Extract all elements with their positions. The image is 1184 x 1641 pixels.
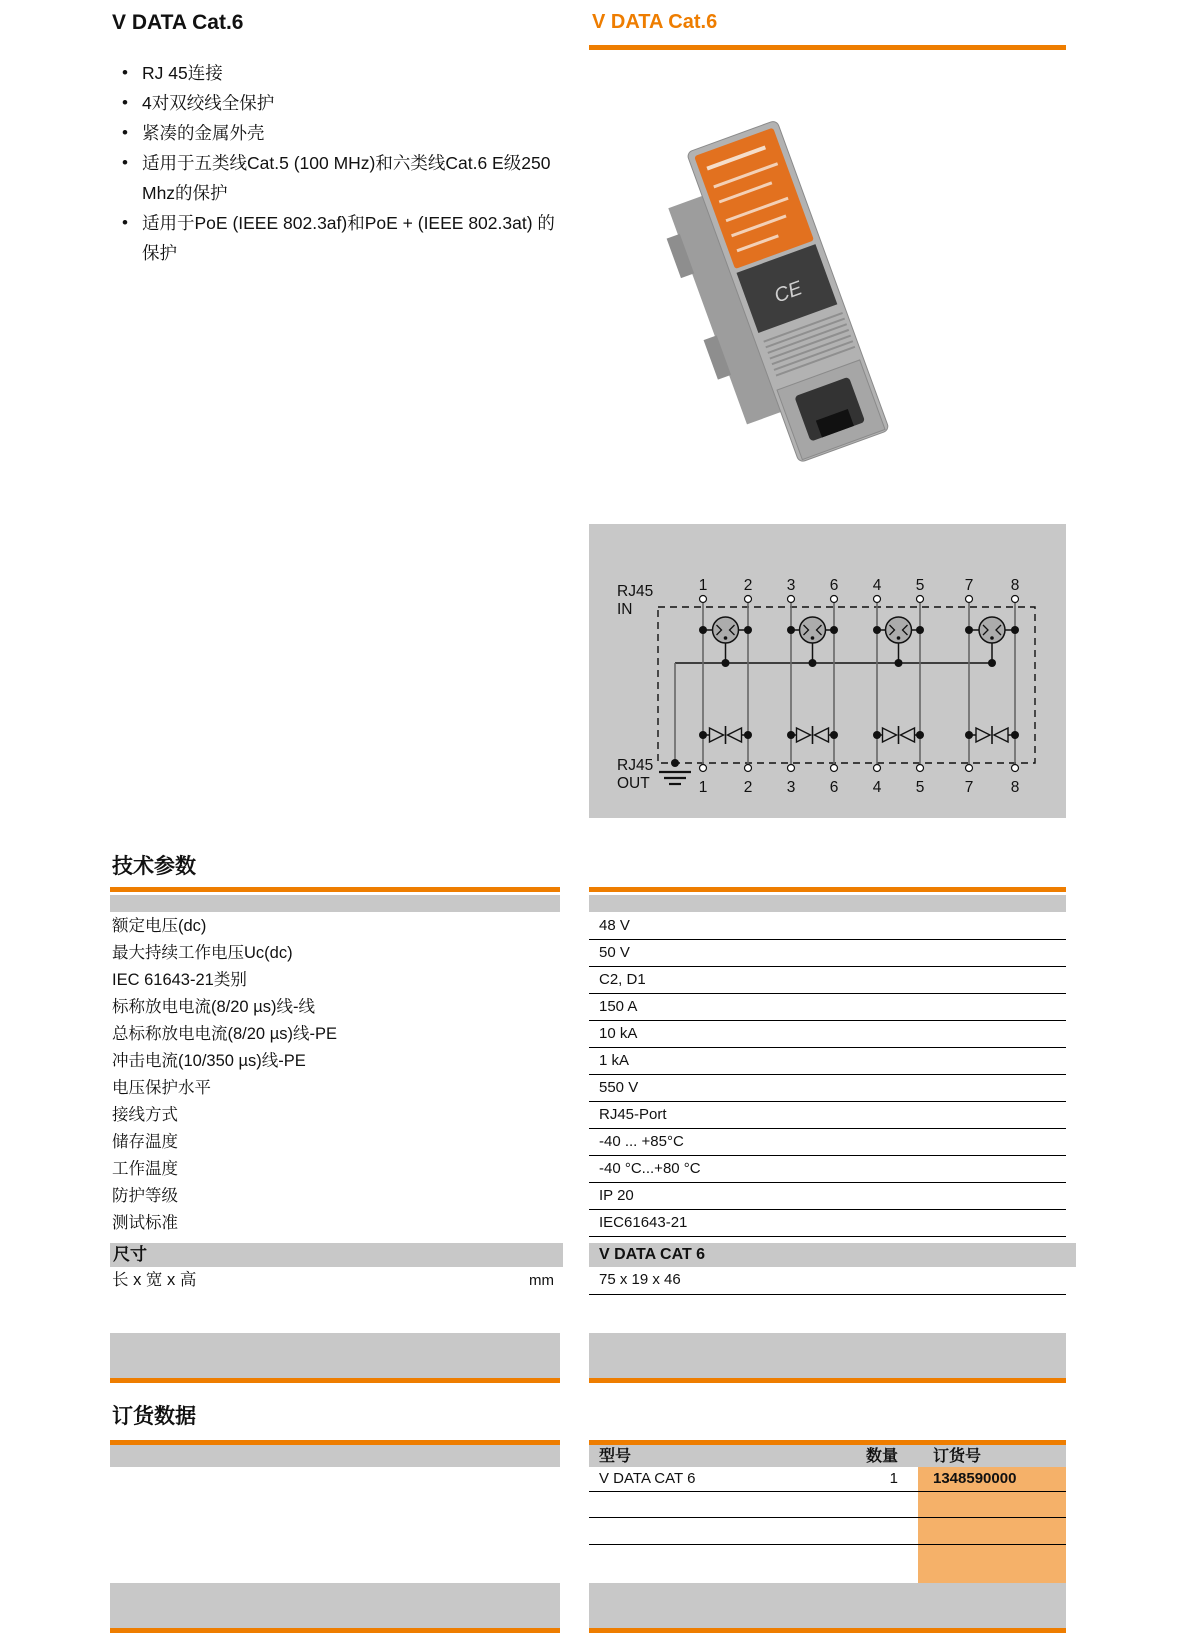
- tvs-diode-symbol: [994, 728, 1008, 742]
- gdt-earth-electrode: [724, 636, 728, 640]
- feature-bullet: • 紧凑的金属外壳: [120, 118, 556, 148]
- pin-terminal-out: [700, 765, 707, 772]
- order-no-cell: [918, 1545, 1066, 1583]
- junction-dot: [787, 731, 795, 739]
- ce-mark: CE: [771, 277, 806, 308]
- pin-number-out: 3: [786, 779, 796, 796]
- dimensions-value: 75 x 19 x 46: [589, 1267, 1066, 1295]
- junction-dot: [965, 731, 973, 739]
- pin-number-out: 5: [915, 779, 925, 796]
- tech-spec-value: 10 kA: [589, 1021, 1066, 1048]
- section-end-bar-right: [589, 1333, 1066, 1383]
- order-table: [589, 1445, 1066, 1583]
- order-no-cell: 1348590000: [918, 1467, 1066, 1491]
- junction-dot: [873, 626, 881, 634]
- tech-spec-value: RJ45-Port: [589, 1102, 1066, 1129]
- tech-spec-value: -40 ... +85°C: [589, 1129, 1066, 1156]
- pin-number-in: 7: [964, 577, 974, 594]
- tech-spec-labels: [110, 913, 560, 1237]
- pin-number-in: 5: [915, 577, 925, 594]
- section-end-bar-left: [110, 1333, 560, 1383]
- order-table-row: [589, 1545, 1066, 1583]
- junction-dot: [722, 659, 730, 667]
- gdt-earth-electrode: [897, 636, 901, 640]
- pin-number-out: 4: [872, 779, 882, 796]
- tvs-diode-symbol: [883, 728, 897, 742]
- order-table-body: [589, 1467, 1066, 1583]
- tvs-diode-symbol: [710, 728, 724, 742]
- junction-dot: [671, 759, 679, 767]
- tech-spec-value: 48 V: [589, 913, 1066, 940]
- junction-dot: [916, 626, 924, 634]
- tvs-diode-symbol: [728, 728, 742, 742]
- order-qty-cell: [808, 1545, 918, 1583]
- feature-bullet: • 适用于PoE (IEEE 802.3af)和PoE + (IEEE 802.3at) 的保护: [120, 208, 556, 268]
- col-header-order-no: 订货号: [933, 1448, 982, 1465]
- junction-dot: [787, 626, 795, 634]
- product-photo-svg: [630, 112, 950, 492]
- junction-dot: [895, 659, 903, 667]
- tech-spec-value: IP 20: [589, 1183, 1066, 1210]
- pin-number-out: 8: [1010, 779, 1020, 796]
- feature-bullet: • 适用于五类线Cat.5 (100 MHz)和六类线Cat.6 E级250 Mhz的保护: [120, 148, 556, 208]
- page-footer-bar-left: [110, 1583, 560, 1633]
- tech-spec-value: -40 °C...+80 °C: [589, 1156, 1066, 1183]
- pin-terminal-out: [917, 765, 924, 772]
- rj45-in-label: RJ45: [617, 583, 654, 600]
- junction-dot: [916, 731, 924, 739]
- feature-bullet: • RJ 45连接: [120, 58, 556, 88]
- ordering-heading: 订货数据: [112, 1405, 196, 1428]
- dimensions-heading: 尺寸: [110, 1243, 563, 1267]
- tech-spec-label: 额定电压(dc): [112, 917, 207, 935]
- tech-spec-label: 冲击电流(10/350 µs)线-PE: [112, 1052, 306, 1070]
- tech-spec-value: IEC61643-21: [589, 1210, 1066, 1237]
- order-no-cell: [918, 1518, 1066, 1544]
- tech-spec-label: 接线方式: [112, 1106, 178, 1124]
- tech-header-bar-right: [589, 895, 1066, 912]
- order-model-cell: [589, 1492, 808, 1517]
- tech-spec-label: 总标称放电电流(8/20 µs)线-PE: [112, 1025, 337, 1043]
- pin-terminal-in: [788, 596, 795, 603]
- product-title: V DATA Cat.6: [592, 11, 718, 33]
- gdt-earth-electrode: [811, 636, 815, 640]
- rj45-out-label: RJ45: [617, 757, 654, 774]
- tvs-diode-symbol: [815, 728, 829, 742]
- pin-number-in: 2: [743, 577, 753, 594]
- tech-spec-value: 150 A: [589, 994, 1066, 1021]
- tech-spec-value: C2, D1: [589, 967, 1066, 994]
- pin-terminal-out: [874, 765, 881, 772]
- pin-number-in: 6: [829, 577, 839, 594]
- junction-dot: [1011, 731, 1019, 739]
- junction-dot: [699, 731, 707, 739]
- pin-terminal-in: [1012, 596, 1019, 603]
- pin-terminal-out: [1012, 765, 1019, 772]
- dimensions-unit: mm: [529, 1272, 554, 1289]
- junction-dot: [873, 731, 881, 739]
- pin-terminal-in: [700, 596, 707, 603]
- pin-terminal-in: [917, 596, 924, 603]
- product-title-rule: [589, 45, 1066, 50]
- col-header-qty: 数量: [865, 1448, 898, 1465]
- ordering-bar-left: [110, 1445, 560, 1467]
- pin-terminal-out: [831, 765, 838, 772]
- junction-dot: [809, 659, 817, 667]
- rj45-out-label2: OUT: [617, 775, 650, 792]
- junction-dot: [1011, 626, 1019, 634]
- tech-spec-label: 防护等级: [112, 1187, 178, 1205]
- order-qty-cell: [808, 1518, 918, 1544]
- tech-spec-value: 550 V: [589, 1075, 1066, 1102]
- tech-spec-values: [589, 913, 1066, 1237]
- pin-number-out: 1: [698, 779, 708, 796]
- tech-spec-value: 50 V: [589, 940, 1066, 967]
- dimensions-label: 长 x 宽 x 高: [112, 1271, 197, 1289]
- order-model-cell: V DATA CAT 6: [599, 1470, 696, 1487]
- page-title: V DATA Cat.6: [112, 11, 244, 34]
- tech-heading: 技术参数: [112, 855, 196, 878]
- order-table-header: [589, 1445, 1066, 1467]
- junction-dot: [965, 626, 973, 634]
- order-qty-cell: [808, 1492, 918, 1517]
- page-footer-bar-right: [589, 1583, 1066, 1633]
- tech-spec-label: 电压保护水平: [112, 1079, 211, 1097]
- tech-rule-right: [589, 887, 1066, 892]
- pin-number-out: 6: [829, 779, 839, 796]
- junction-dot: [744, 731, 752, 739]
- order-model-cell: [589, 1545, 808, 1583]
- pin-number-out: 7: [964, 779, 974, 796]
- circuit-diagram: [589, 524, 1066, 818]
- order-table-row: [589, 1518, 1066, 1545]
- junction-dot: [988, 659, 996, 667]
- junction-dot: [744, 626, 752, 634]
- pin-terminal-in: [966, 596, 973, 603]
- rj45-in-label2: IN: [617, 601, 633, 618]
- tech-spec-label: 储存温度: [112, 1133, 178, 1151]
- feature-list: [120, 58, 556, 268]
- tech-heading-rule: [110, 887, 560, 892]
- order-no-cell: [918, 1492, 1066, 1517]
- tech-spec-label: 最大持续工作电压Uc(dc): [112, 944, 293, 962]
- pin-terminal-in: [831, 596, 838, 603]
- pin-number-in: 1: [698, 577, 708, 594]
- tech-spec-label: 标称放电电流(8/20 µs)线-线: [112, 998, 315, 1016]
- pin-terminal-out: [745, 765, 752, 772]
- tech-spec-label: 测试标准: [112, 1214, 178, 1232]
- order-qty-cell: 1: [889, 1470, 898, 1487]
- order-model-cell: [589, 1518, 808, 1544]
- junction-dot: [699, 626, 707, 634]
- gdt-earth-electrode: [990, 636, 994, 640]
- tech-header-bar-left: [110, 895, 560, 912]
- tech-spec-label: IEC 61643-21类别: [112, 971, 247, 989]
- order-table-row: [589, 1492, 1066, 1518]
- junction-dot: [830, 626, 838, 634]
- pin-number-in: 3: [786, 577, 796, 594]
- dimensions-row: [110, 1267, 562, 1295]
- product-photo: [630, 112, 950, 492]
- junction-dot: [830, 731, 838, 739]
- tech-spec-label: 工作温度: [112, 1160, 178, 1178]
- pin-terminal-in: [745, 596, 752, 603]
- tech-spec-value: 1 kA: [589, 1048, 1066, 1075]
- pin-number-in: 4: [872, 577, 882, 594]
- tvs-diode-symbol: [797, 728, 811, 742]
- dimensions-product-heading: V DATA CAT 6: [589, 1243, 1076, 1267]
- pin-number-out: 2: [743, 779, 753, 796]
- order-table-row: [589, 1467, 1066, 1492]
- feature-bullet: • 4对双绞线全保护: [120, 88, 556, 118]
- pin-terminal-out: [966, 765, 973, 772]
- pin-terminal-in: [874, 596, 881, 603]
- tvs-diode-symbol: [901, 728, 915, 742]
- circuit-diagram-svg: [589, 524, 1066, 818]
- pin-terminal-out: [788, 765, 795, 772]
- pin-number-in: 8: [1010, 577, 1020, 594]
- col-header-model: 型号: [599, 1448, 632, 1465]
- tvs-diode-symbol: [976, 728, 990, 742]
